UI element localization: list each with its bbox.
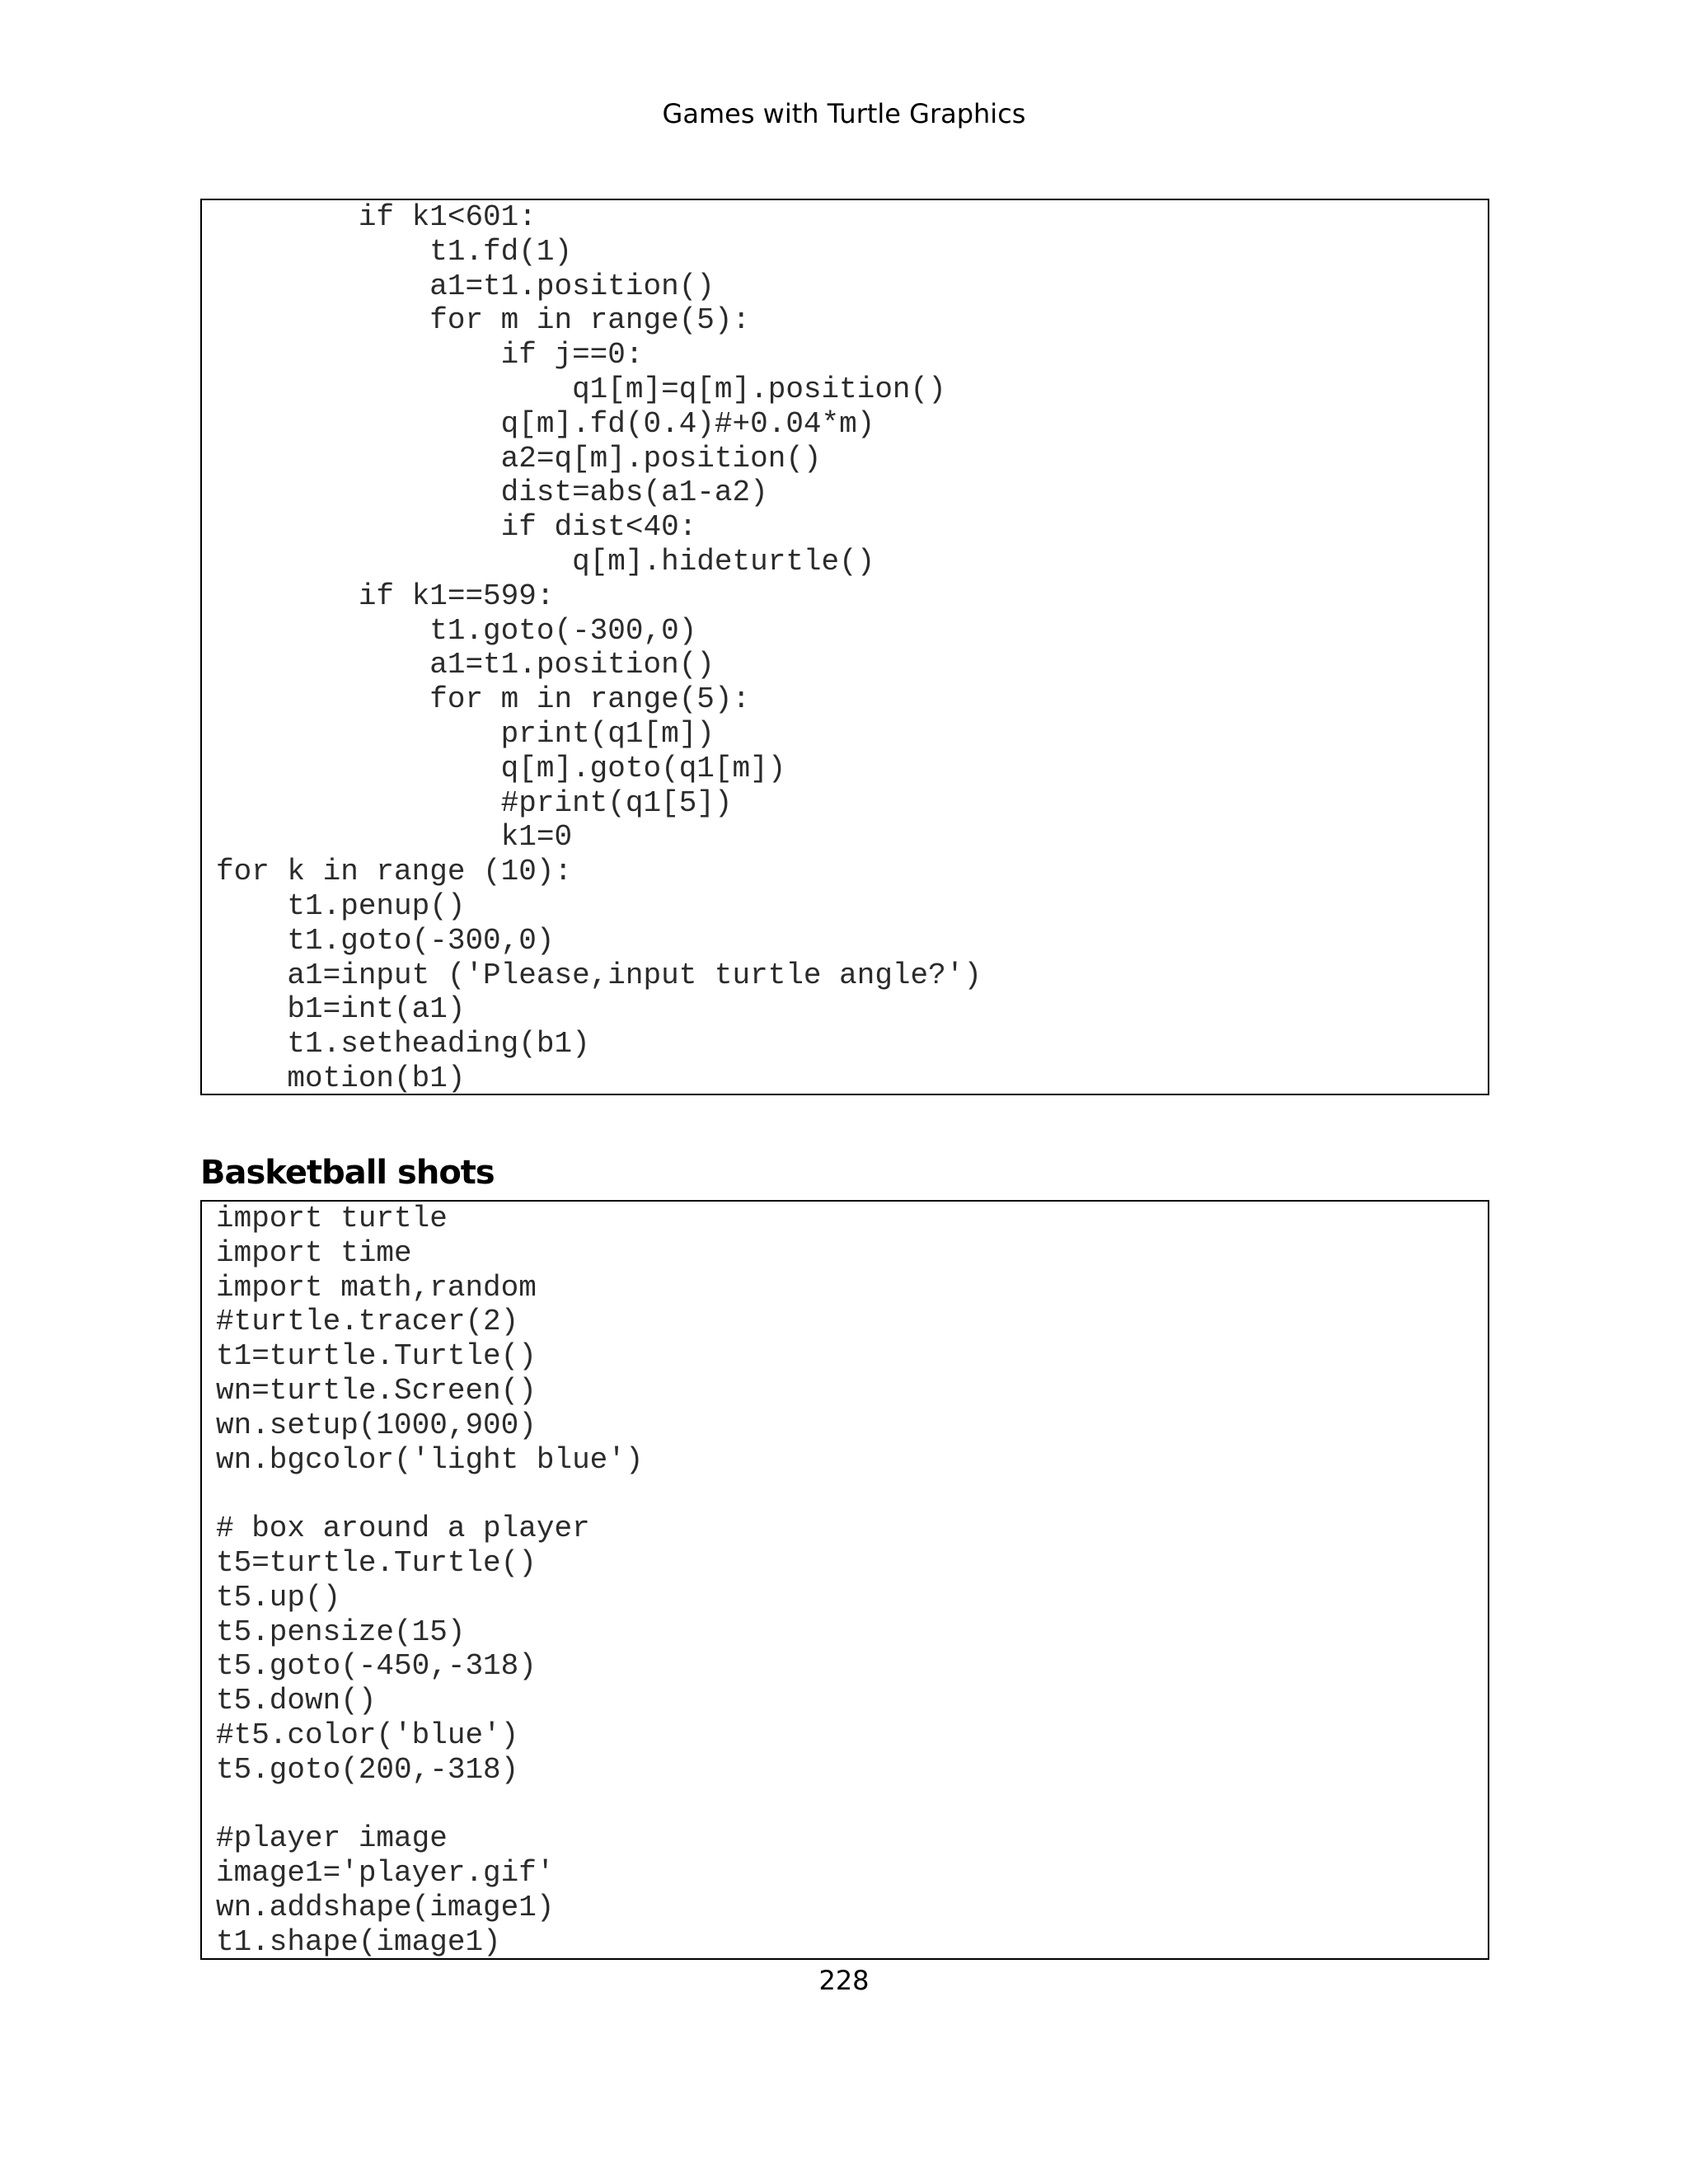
code-line: a1=t1.position() (216, 269, 715, 303)
code-line: t1=turtle.Turtle() (216, 1339, 537, 1374)
code-line: wn=turtle.Screen() (216, 1373, 537, 1408)
code-line: print(q1[m]) (216, 716, 715, 751)
code-line: t1.setheading(b1) (216, 1027, 590, 1062)
code-line: t1.penup() (216, 888, 466, 923)
code-line: t5.goto(200,-318) (216, 1752, 519, 1787)
code-line: image1='player.gif' (216, 1856, 555, 1891)
code-line: #turtle.tracer(2) (216, 1305, 519, 1339)
code-line: t5.up() (216, 1580, 341, 1615)
code-line: dist=abs(a1-a2) (216, 476, 768, 510)
code-line: # box around a player (216, 1511, 590, 1546)
code-line: b1=int(a1) (216, 992, 466, 1027)
code-line: for m in range(5): (216, 303, 751, 338)
code-line: a1=t1.position() (216, 648, 715, 682)
code-line: k1=0 (216, 820, 573, 855)
code-text (216, 1202, 1488, 1960)
code-line: wn.setup(1000,900) (216, 1408, 537, 1442)
code-line: t5=turtle.Turtle() (216, 1545, 537, 1580)
code-line: q[m].fd(0.4)#+0.04*m) (216, 406, 875, 441)
code-line: if j==0: (216, 338, 644, 373)
code-line: t1.shape(image1) (216, 1924, 501, 1959)
code-line: t1.goto(-300,0) (216, 923, 555, 958)
code-line: import turtle (216, 1202, 448, 1235)
code-line: import time (216, 1235, 412, 1270)
code-line: a1=input ('Please,input turtle angle?') (216, 958, 982, 992)
code-text (216, 200, 1488, 1096)
code-line: if k1<601: (216, 200, 537, 234)
code-line: wn.addshape(image1) (216, 1890, 555, 1924)
code-line: t5.goto(-450,-318) (216, 1649, 537, 1684)
code-line: motion(b1) (216, 1061, 466, 1095)
code-line: for k in range (10): (216, 855, 573, 889)
code-line: q[m].goto(q1[m]) (216, 751, 786, 785)
code-line: t5.down() (216, 1684, 377, 1718)
code-line: for m in range(5): (216, 682, 751, 717)
code-listing-continued (200, 199, 1489, 1095)
running-header: Games with Turtle Graphics (662, 98, 1026, 129)
code-line: #player image (216, 1821, 448, 1856)
code-line: import math,random (216, 1270, 537, 1305)
code-line: #t5.color('blue') (216, 1718, 519, 1752)
code-line: q1[m]=q[m].position() (216, 372, 946, 406)
code-line: a2=q[m].position() (216, 441, 822, 476)
code-line: if dist<40: (216, 510, 697, 545)
code-line: wn.bgcolor('light blue') (216, 1442, 644, 1477)
code-line: t5.pensize(15) (216, 1615, 466, 1649)
code-line: q[m].hideturtle() (216, 544, 875, 579)
code-listing-basketball (200, 1200, 1489, 1960)
code-line: t1.fd(1) (216, 234, 573, 269)
page-number: 228 (818, 1965, 870, 1996)
section-heading: Basketball shots (200, 1154, 495, 1192)
code-line: t1.goto(-300,0) (216, 613, 697, 648)
code-line: #print(q1[5]) (216, 785, 733, 820)
code-line: if k1==599: (216, 579, 555, 613)
